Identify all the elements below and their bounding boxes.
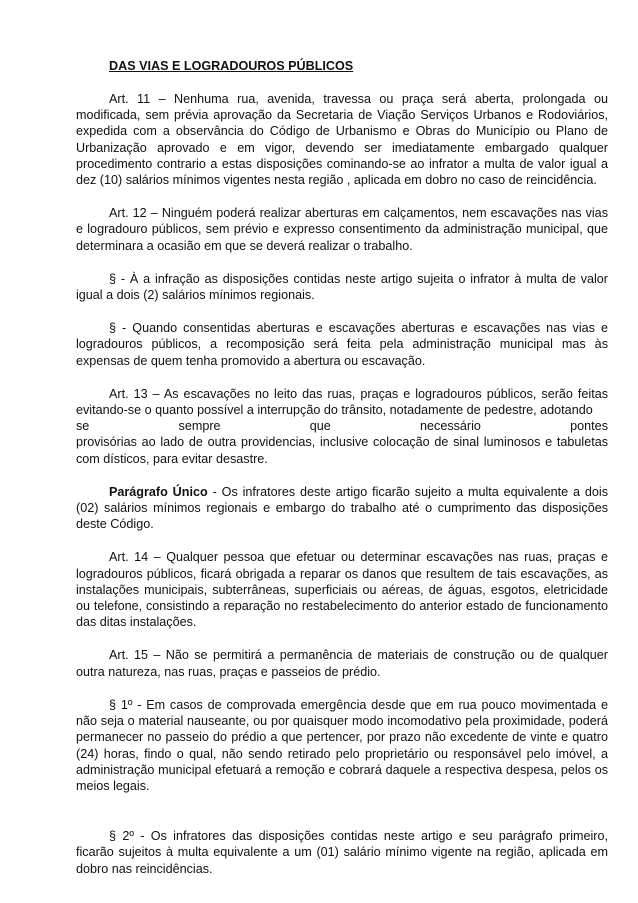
article-12: Art. 12 – Ninguém poderá realizar aberturas em calçamentos, nem escavações nas vias e logradouro públicos, sem prévio e expresso consentimento da administração municipal, que determinara a ocasião em que se deverá realizar o trabalho. [76,206,608,253]
article-13-part-c: provisórias ao lado de outra providencias, inclusive colocação de sinal luminosos e tabuletas com dísticos, para evitar desastre. [76,435,608,466]
article-13 [76,386,608,467]
article-12-paragraph-1: § - À a infração as disposições contidas neste artigo sujeita o infrator à multa de valor igual a dois (2) salários mínimos regionais. [76,271,608,303]
article-15-paragraph-2: § 2º - Os infratores das disposições contidas neste artigo e seu parágrafo primeiro, ficarão sujeitos à multa equivalente a um (01) salário mínimo vigente na região, aplicada em dobro nas reincidências. [76,829,608,876]
article-15-paragraph-1: § 1º - Em casos de comprovada emergência desde que em rua pouco movimentada e não seja o material nauseante, ou por quaisquer modo incomodativo pela proximidade, poderá permanecer no passeio do prédio a que pertencer, por prazo não excedente de vinte e quatro (24) horas, findo o qual, não sendo retirado pelo proprietário ou responsável pelo imóvel, a administração municipal efetuará a remoção e cobrará daquele a respectiva despesa, pelos os meios legais. [76,697,608,793]
paragrafo-unico-text: - Os infratores deste artigo ficarão sujeito a multa equivalente a dois (02) salários mínimos regionais e embargo do trabalho até o cumprimento das disposições deste Código. [76,484,608,532]
article-13-part-b: se sempre que necessário pontes [76,419,608,434]
paragrafo-unico-label: Parágrafo Único [109,484,208,499]
article-14: Art. 14 – Qualquer pessoa que efetuar ou determinar escavações nas ruas, praças e logradouros públicos, ficará obrigada a reparar os danos que resultem de tais escavações, as instalações municipais, subterrâneas, superficiais ou aéreas, de águas, esgotos, eletricidade ou telefone, consistindo a reparação no restabelecimento do anterior estado de funcionamento das ditas instalações. [76,550,608,630]
article-12-paragraph-2: § - Quando consentidas aberturas e escavações aberturas e escavações nas vias e logradouros públicos, a recomposição será feita pela administração municipal mas às expensas de quem tenha promovido a abertura ou escavação. [76,321,608,368]
article-13-paragrafo-unico [76,484,608,533]
article-15: Art. 15 – Não se permitirá a permanência de materiais de construção ou de qualquer outra natureza, nas ruas, praças e passeios de prédio. [76,648,608,679]
article-11: Art. 11 – Nenhuma rua, avenida, travessa ou praça será aberta, prolongada ou modificada, sem prévia aprovação da Secretaria de Viação Serviços Urbanos e Rodoviários, expedida com a observância do Código de Urbanismo e Obras do Município ou Plano de Urbanização aprovado e em vigor, devendo ser imediatamente embargado qualquer procedimento contrario a estas disposições cominando-se ao infrator a multa de valor igual a dez (10) salários mínimos vigentes nesta região , aplicada em dobro no caso de reincidência. [76,92,608,188]
section-heading: DAS VIAS E LOGRADOUROS PÚBLICOS [109,59,354,73]
article-13-part-a: Art. 13 – As escavações no leito das ruas, praças e logradouros públicos, serão feitas evitando-se o quanto possível a interrupção do trânsito, notadamente de pedestre, adotando [76,386,608,418]
